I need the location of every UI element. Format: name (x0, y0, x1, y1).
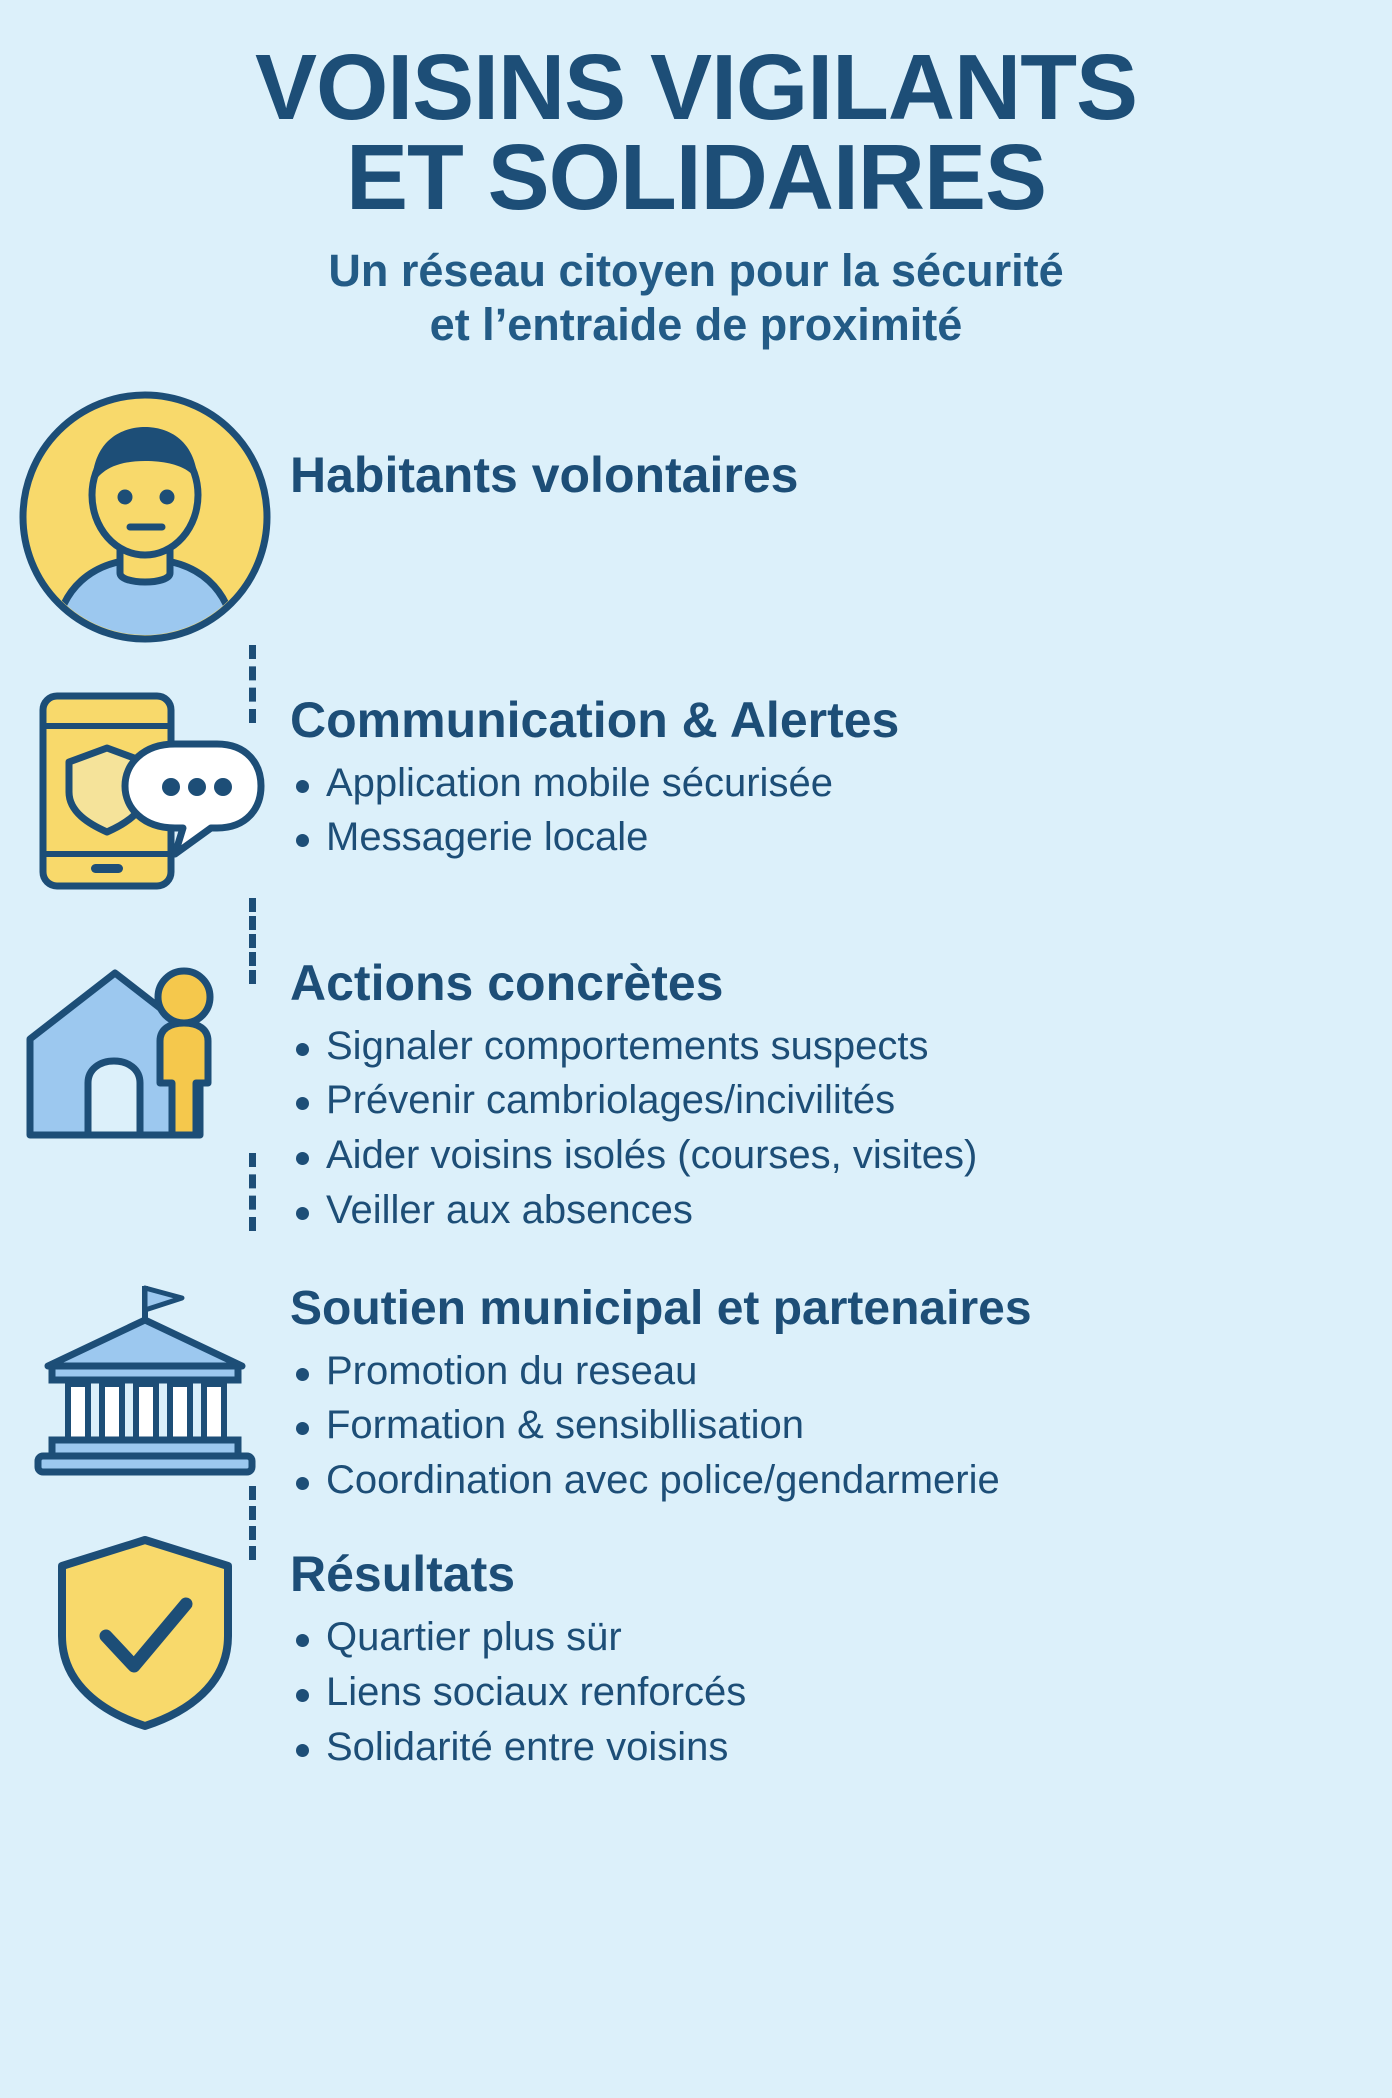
step-habitants (0, 387, 1392, 652)
step-text-column (290, 387, 1392, 501)
timeline-connector-4 (249, 1486, 256, 1560)
step-communication (0, 686, 1392, 901)
step-icon-column (0, 1532, 290, 1737)
step-heading: Soutien municipal et partenaires (290, 1281, 1032, 1335)
step-resultats (0, 1532, 1392, 1774)
step-actions (0, 954, 1392, 1238)
list-item: Veiller aux absences (290, 1183, 1372, 1238)
steps-timeline (0, 387, 1392, 1775)
step-heading: Habitants volontaires (290, 446, 799, 503)
list-item: Formation & sensibllisation (290, 1398, 1372, 1453)
list-item: Application mobile sécurisée (290, 756, 1372, 811)
timeline-connector-3 (249, 1153, 256, 1231)
step-text-column (290, 686, 1392, 866)
list-item: Prévenir cambriolages/incivilités (290, 1073, 1372, 1128)
step-text-column (290, 1280, 1392, 1508)
step-bullet-list (290, 756, 1372, 866)
step-soutien (0, 1280, 1392, 1508)
step-bullet-list (290, 1610, 1372, 1774)
step-heading: Résultats (290, 1546, 516, 1603)
list-item: Aider voisins isolés (courses, visites) (290, 1128, 1372, 1183)
list-item: Messagerie locale (290, 810, 1372, 865)
house-person-icon (20, 957, 270, 1152)
list-item: Promotion du reseau (290, 1344, 1372, 1399)
step-icon-column (0, 686, 290, 901)
step-heading: Actions concrètes (290, 954, 724, 1011)
subtitle-line-1: Un réseau citoyen pour la sécurité (328, 245, 1064, 297)
shield-check-icon (50, 1532, 240, 1737)
step-icon-column (0, 957, 290, 1152)
step-heading: Communication & Alertes (290, 691, 900, 748)
list-item: Signaler comportements suspects (290, 1019, 1372, 1074)
title-line-1: VOISINS VIGILANTS (254, 35, 1138, 139)
list-item: Quartier plus sür (290, 1610, 1372, 1665)
town-hall-icon (30, 1280, 260, 1485)
page-subtitle (136, 244, 1256, 350)
title-line-2: ET SOLIDAIRES (345, 125, 1047, 230)
poster-header (0, 0, 1392, 351)
step-text-column (290, 954, 1392, 1238)
step-text-column (290, 1532, 1392, 1774)
step-icon-column (0, 387, 290, 652)
list-item: Coordination avec police/gendarmerie (290, 1453, 1372, 1508)
step-bullet-list (290, 1344, 1372, 1508)
smartphone-chat-icon (25, 686, 265, 901)
subtitle-line-2: et l’entraide de proximité (429, 298, 963, 350)
page-title (66, 35, 1326, 230)
step-bullet-list (290, 1019, 1372, 1238)
person-avatar-icon (15, 387, 275, 652)
list-item: Liens sociaux renforcés (290, 1665, 1372, 1720)
list-item: Solidarité entre voisins (290, 1720, 1372, 1775)
step-icon-column (0, 1280, 290, 1485)
